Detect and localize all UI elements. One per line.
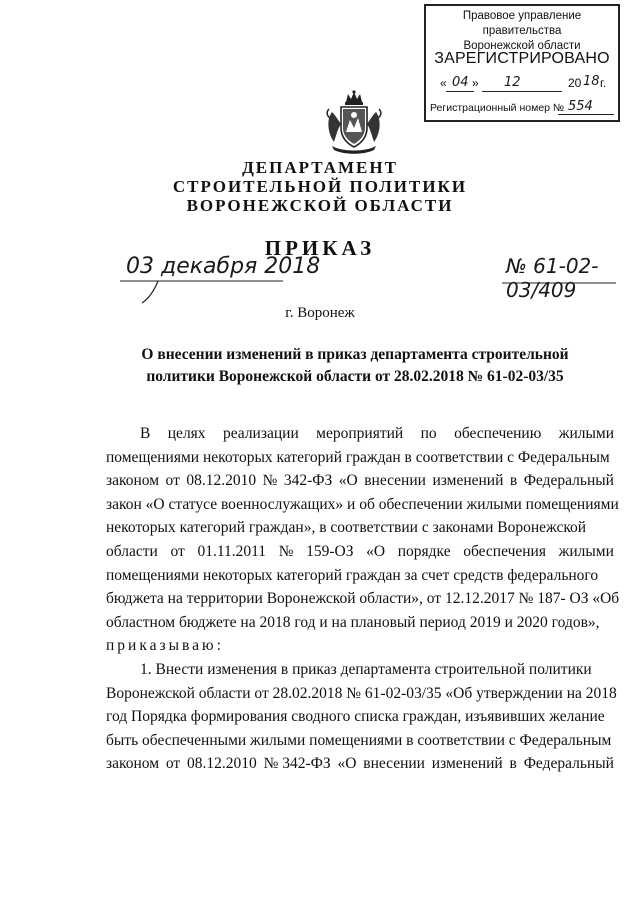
department-name-line3: ВОРОНЕЖСКОЙ ОБЛАСТИ bbox=[186, 196, 454, 215]
stamp-org-line2: Воронежской области bbox=[463, 40, 581, 52]
body-word: изменений bbox=[432, 472, 504, 490]
body-text: помещениями некоторых категорий граждан за счет средств федерального bbox=[106, 566, 599, 584]
body-word: Федеральный bbox=[523, 755, 614, 773]
body-text: 1. Внести изменения в приказ департамента строительной политики bbox=[140, 660, 592, 678]
stamp-month: 12 bbox=[504, 75, 521, 90]
body-word: целях bbox=[167, 425, 206, 442]
body-word: законом bbox=[106, 472, 160, 490]
body-word: № bbox=[262, 472, 278, 490]
department-name-line2: СТРОИТЕЛЬНОЙ ПОЛИТИКИ bbox=[172, 177, 468, 196]
coat-of-arms-emblem bbox=[324, 90, 384, 156]
stamp-year-end: г. bbox=[600, 76, 607, 90]
body-line bbox=[106, 658, 614, 682]
body-word: обеспечения bbox=[463, 542, 546, 560]
body-line bbox=[106, 469, 614, 493]
body-word: внесении bbox=[364, 472, 426, 490]
body-word: области bbox=[106, 542, 158, 560]
stamp-number-row bbox=[430, 99, 612, 118]
body-word: Федеральный bbox=[523, 472, 614, 490]
body-text: приказываю: bbox=[106, 637, 224, 655]
body-line bbox=[106, 516, 614, 540]
body-line bbox=[106, 752, 614, 776]
body-text: быть обеспеченными жилыми помещениями в соответствии с Федеральным bbox=[106, 731, 612, 749]
order-subject-line1: О внесении изменений в приказ департамента строительной bbox=[141, 346, 569, 363]
body-word: внесении bbox=[363, 755, 425, 773]
body-word: от bbox=[170, 542, 185, 560]
department-name-line1: ДЕПАРТАМЕНТ bbox=[242, 158, 398, 177]
stamp-year-prefix: 20 bbox=[568, 76, 582, 90]
body-line bbox=[106, 540, 614, 564]
body-line bbox=[106, 493, 619, 517]
body-word: изменений bbox=[431, 755, 503, 773]
order-title: ПРИКАЗ bbox=[264, 236, 376, 260]
stamp-date-row: « 04 » 12 20 18 г. bbox=[440, 74, 607, 90]
stamp-reg-number: 554 bbox=[568, 99, 593, 114]
body-word: 08.12.2010 bbox=[187, 755, 257, 773]
body-text: закон «О статусе военнослужащих» и об обеспечении жилыми помещениями bbox=[106, 495, 619, 513]
body-word: «О bbox=[338, 472, 358, 490]
body-line bbox=[106, 682, 617, 706]
body-word: № bbox=[278, 542, 294, 560]
body-word: В bbox=[140, 425, 151, 442]
order-body bbox=[106, 422, 620, 776]
body-word: в bbox=[509, 755, 517, 773]
registration-stamp bbox=[424, 4, 620, 122]
body-word: мероприятий bbox=[316, 425, 404, 442]
body-line bbox=[106, 564, 614, 588]
body-word: «О bbox=[337, 755, 357, 773]
body-word: 159-ОЗ bbox=[306, 542, 354, 560]
handwritten-order-number: № 61-02-03/409 bbox=[506, 254, 599, 302]
body-word: по bbox=[420, 425, 437, 442]
stamp-organization bbox=[426, 9, 618, 54]
stamp-day: 04 bbox=[452, 75, 469, 90]
stamp-reg-label: Регистрационный номер № bbox=[430, 102, 565, 114]
body-word: жилыми bbox=[558, 542, 614, 560]
order-subject bbox=[120, 344, 590, 388]
body-word: в bbox=[509, 472, 518, 490]
stamp-org-line1: Правовое управление правительства bbox=[462, 10, 582, 37]
body-word: от bbox=[165, 472, 180, 490]
body-text: областном бюджете на 2018 год и на плановый период 2019 и 2020 годов», bbox=[106, 613, 600, 631]
body-text: помещениями некоторых категорий граждан в соответствии с Федеральным bbox=[106, 448, 610, 466]
body-line bbox=[106, 705, 614, 729]
body-word: реализации bbox=[222, 425, 299, 442]
body-word: порядке bbox=[397, 542, 451, 560]
body-word: жилыми bbox=[558, 425, 614, 442]
body-line bbox=[106, 587, 620, 611]
body-line bbox=[106, 422, 614, 446]
body-line bbox=[106, 634, 614, 658]
body-word: 01.11.2011 bbox=[197, 542, 267, 560]
body-word: законом bbox=[106, 755, 160, 773]
body-line bbox=[106, 729, 614, 753]
body-line bbox=[106, 611, 614, 635]
body-text: бюджета на территории Воронежской области», от 12.12.2017 № 187- ОЗ «Об bbox=[106, 590, 620, 608]
handwritten-date: 03 декабря 2018 bbox=[126, 254, 321, 279]
body-word: 08.12.2010 bbox=[186, 472, 257, 490]
body-line bbox=[106, 446, 614, 470]
order-subject-line2: политики Воронежской области от 28.02.2018 № 61-02-03/35 bbox=[146, 368, 564, 385]
body-word: 342-ФЗ bbox=[283, 472, 333, 490]
stamp-year-suffix: 18 bbox=[583, 74, 600, 89]
date-underline bbox=[118, 277, 288, 307]
body-text: Воронежской области от 28.02.2018 № 61-02-03/35 «Об утверждении на 2018 bbox=[106, 684, 617, 702]
body-word: № 342-ФЗ bbox=[263, 755, 331, 773]
body-word: «О bbox=[366, 542, 386, 560]
number-underline bbox=[500, 279, 620, 287]
body-word: обеспечению bbox=[454, 425, 542, 442]
stamp-registered-label: ЗАРЕГИСТРИРОВАНО bbox=[434, 50, 610, 67]
body-text: некоторых категорий граждан», в соответствии с законами Воронежской bbox=[106, 519, 587, 537]
body-text: год Порядка формирования сводного списка граждан, изъявивших желание bbox=[106, 708, 605, 726]
body-word: от bbox=[165, 755, 181, 773]
city: г. Воронеж bbox=[285, 305, 355, 321]
